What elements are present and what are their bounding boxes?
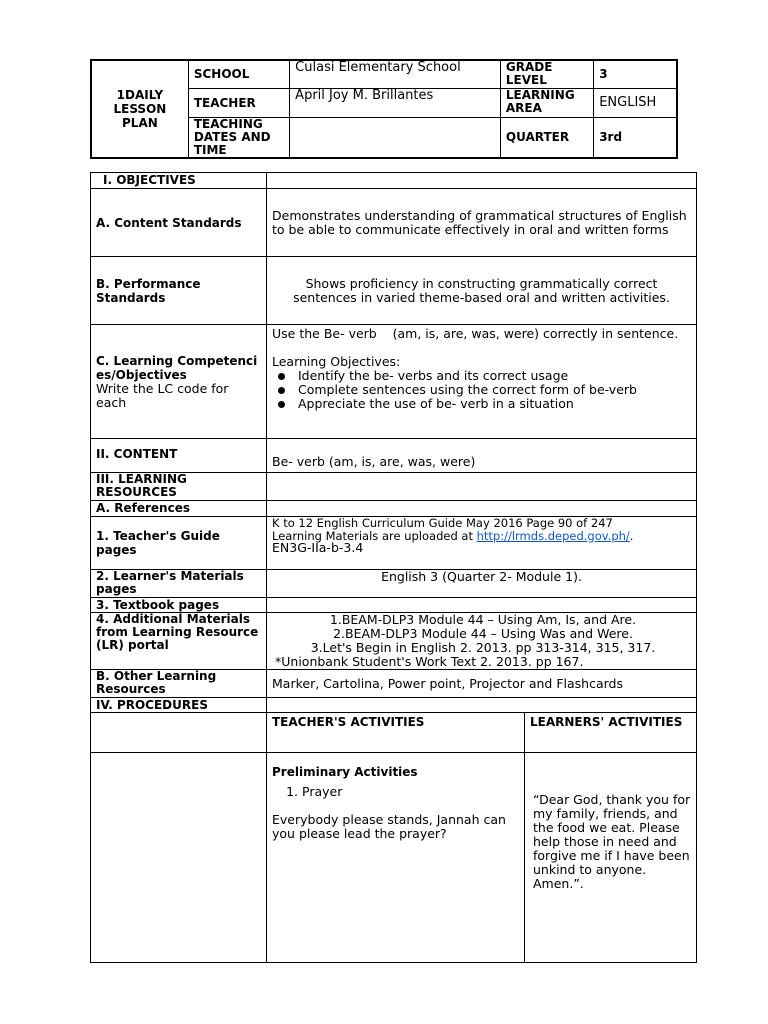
competency-intro: Use the Be- verb (am, is, are, was, were) correctly in sentence. (272, 326, 679, 341)
plan-title: 1DAILY LESSON PLAN (91, 60, 188, 158)
preliminary-heading: Preliminary Activities (272, 765, 418, 779)
content-value: Be- verb (am, is, are, was, were) (267, 439, 697, 473)
learner-activities-cell (525, 753, 697, 963)
teacher-activities-heading: TEACHER'S ACTIVITIES (267, 713, 525, 753)
list-item: 3.Let's Begin in English 2. 2013. pp 313-314, 315, 317. (310, 640, 656, 655)
learners-materials-value: English 3 (Quarter 2- Module 1). (267, 570, 697, 598)
references-label: A. References (91, 501, 267, 517)
other-resources-label: B. Other Learning Resources (91, 670, 267, 698)
learner-prayer: “Dear God, thank you for my family, friends, and the food we eat. Please help those in need and forgive me if I have been unkind to anyone. Amen.”. (533, 792, 691, 891)
learner-activities-heading: LEARNERS' ACTIVITIES (525, 713, 697, 753)
additional-extra: *Unionbank Student's Work Text 2. 2013. pp 167. (275, 654, 584, 669)
quarter-value: 3rd (594, 117, 677, 158)
performance-standards-label: B. Performance Standards (91, 257, 267, 325)
teacher-activities-cell (267, 753, 525, 963)
objectives-heading: I. OBJECTIVES (91, 173, 267, 189)
header-table (90, 59, 678, 159)
textbook-label: 3. Textbook pages (91, 598, 267, 613)
dates-value (290, 117, 501, 158)
teacher-instruction: Everybody please stands, Jannah can you please lead the prayer? (272, 812, 506, 841)
area-label: LEARNING AREA (500, 88, 593, 117)
grade-label: GRADE LEVEL (500, 60, 593, 88)
competencies-value (267, 325, 697, 439)
school-label: SCHOOL (188, 60, 289, 88)
list-item: 1. Prayer (302, 785, 519, 799)
competencies-cell (91, 325, 267, 439)
performance-standards-value: Shows proficiency in constructing grammatically correct sentences in varied theme-based oral and written activities. (267, 257, 697, 325)
teachers-guide-label: 1. Teacher's Guide pages (91, 517, 267, 570)
list-item: Appreciate the use of be- verb in a situation (292, 397, 691, 411)
list-item: Identify the be- verbs and its correct usage (292, 369, 691, 383)
teachers-guide-value: K to 12 English Curriculum Guide May 2016 Page 90 of 247 Learning Materials are uploaded at http://lrmds.deped.gov.ph/. EN3G-IIa-b-3.4 (267, 517, 697, 570)
learning-objectives-label: Learning Objectives: (272, 354, 401, 369)
list-item: 2.BEAM-DLP3 Module 44 – Using Was and Were. (333, 626, 633, 641)
content-standards-value: Demonstrates understanding of grammatical structures of English to be able to communicate effectively in oral and written forms (267, 189, 697, 257)
teacher-value: April Joy M. Brillantes (290, 88, 501, 117)
main-table (90, 172, 697, 963)
competencies-label: C. Learning Competencies/Objectives (96, 353, 258, 382)
quarter-label: QUARTER (500, 117, 593, 158)
additional-materials-label: 4. Additional Materials from Learning Resource (LR) portal (91, 613, 267, 670)
content-label: II. CONTENT (91, 439, 267, 473)
teacher-label: TEACHER (188, 88, 289, 117)
teachers-guide-prefix: Learning Materials are uploaded at (272, 528, 477, 543)
grade-value: 3 (594, 60, 677, 88)
competencies-sub: Write the LC code for each (96, 380, 229, 410)
list-item: Complete sentences using the correct form of be-verb (292, 383, 691, 397)
other-resources-value: Marker, Cartolina, Power point, Projector and Flashcards (267, 670, 697, 698)
additional-materials-value (267, 613, 697, 670)
procedures-label: IV. PROCEDURES (91, 698, 267, 713)
learning-objectives-list (272, 369, 691, 411)
area-value: ENGLISH (594, 88, 677, 117)
learners-materials-label: 2. Learner's Materials pages (91, 570, 267, 598)
preliminary-list (272, 785, 519, 799)
school-value: Culasi Elementary School (290, 60, 501, 88)
list-item: 1.BEAM-DLP3 Module 44 – Using Am, Is, and Are. (329, 612, 637, 627)
resources-label: III. LEARNING RESOURCES (91, 473, 267, 501)
dates-label: TEACHING DATES AND TIME (188, 117, 289, 158)
content-standards-label: A. Content Standards (91, 189, 267, 257)
teachers-guide-code: EN3G-IIa-b-3.4 (272, 540, 364, 555)
lrmds-link[interactable]: http://lrmds.deped.gov.ph/ (476, 528, 630, 543)
teachers-guide-line1: K to 12 English Curriculum Guide May 2016 Page 90 of 247 (272, 516, 613, 530)
